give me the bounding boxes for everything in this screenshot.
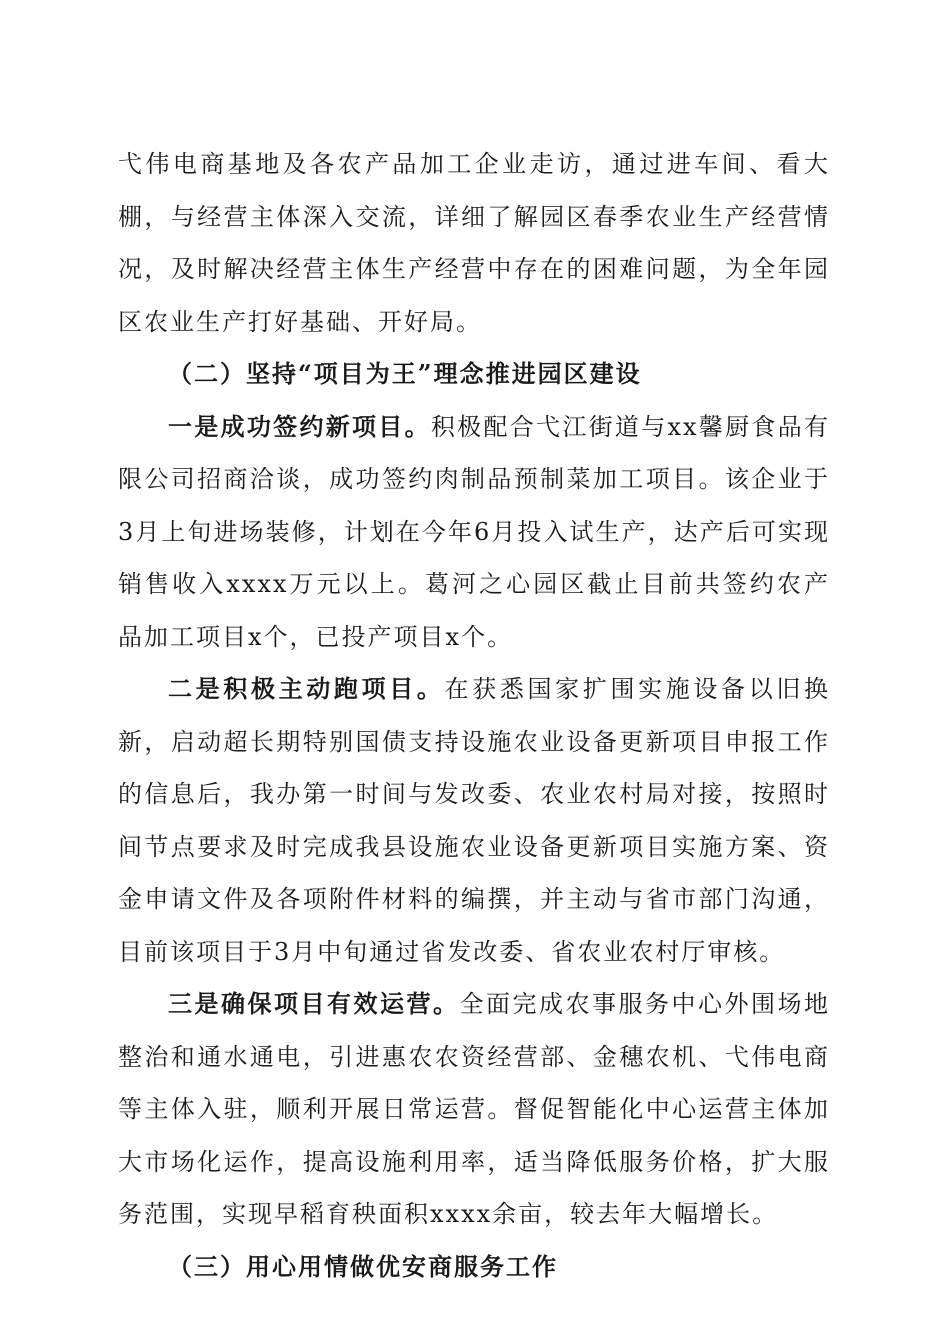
document-page (118, 138, 830, 1293)
item-body-3: 全面完成农事服务中心外围场地整治和通水通电，引进惠农农资经营部、金穗农机、弋伟电商等主体入驻，顺利开展日常运营。督促智能化中心运营主体加大市场化运作，提高设施利用率，适当降低服务价格，扩大服务范围，实现早稻育秧面积xxxx余亩，较去年大幅增长。 (118, 990, 830, 1228)
section-heading-2: （二）坚持“项目为王”理念推进园区建设 (168, 359, 642, 388)
item-body-1: 积极配合弋江街道与xx馨厨食品有限公司招商洽谈，成功签约肉制品预制菜加工项目。该企业于3月上旬进场装修，计划在今年6月投入试生产，达产后可实现销售收入xxxx万元以上。葛河之心园区截止目前共签约农产品加工项目x个，已投产项目x个。 (118, 412, 830, 651)
item-paragraph-3 (118, 978, 830, 1241)
item-paragraph-1 (118, 401, 830, 664)
item-lead-3: 三是确保项目有效运营。 (168, 989, 460, 1018)
item-lead-1: 一是成功签约新项目。 (168, 411, 431, 441)
item-lead-2: 二是积极主动跑项目。 (168, 674, 445, 703)
item-body-2: 在获悉国家扩围实施设备以旧换新，启动超长期特别国债支持设施农业设备更新项目申报工作的信息后，我办第一时间与发改委、农业农村局对接，按照时间节点要求及时完成我县设施农业设备更新项目实施方案、资金申请文件及各项附件材料的编撰，并主动与省市部门沟通，目前该项目于3月中旬通过省发改委、省农业农村厅审核。 (118, 675, 831, 966)
paragraph-continuation: 弋伟电商基地及各农产品加工企业走访，通过进车间、看大棚，与经营主体深入交流，详细了解园区春季农业生产经营情况，及时解决经营主体生产经营中存在的困难问题，为全年园区农业生产打好基础、开好局。 (118, 150, 830, 336)
section-heading-3: （三）用心用情做优安商服务工作 (168, 1251, 558, 1281)
item-paragraph-2 (118, 663, 830, 978)
